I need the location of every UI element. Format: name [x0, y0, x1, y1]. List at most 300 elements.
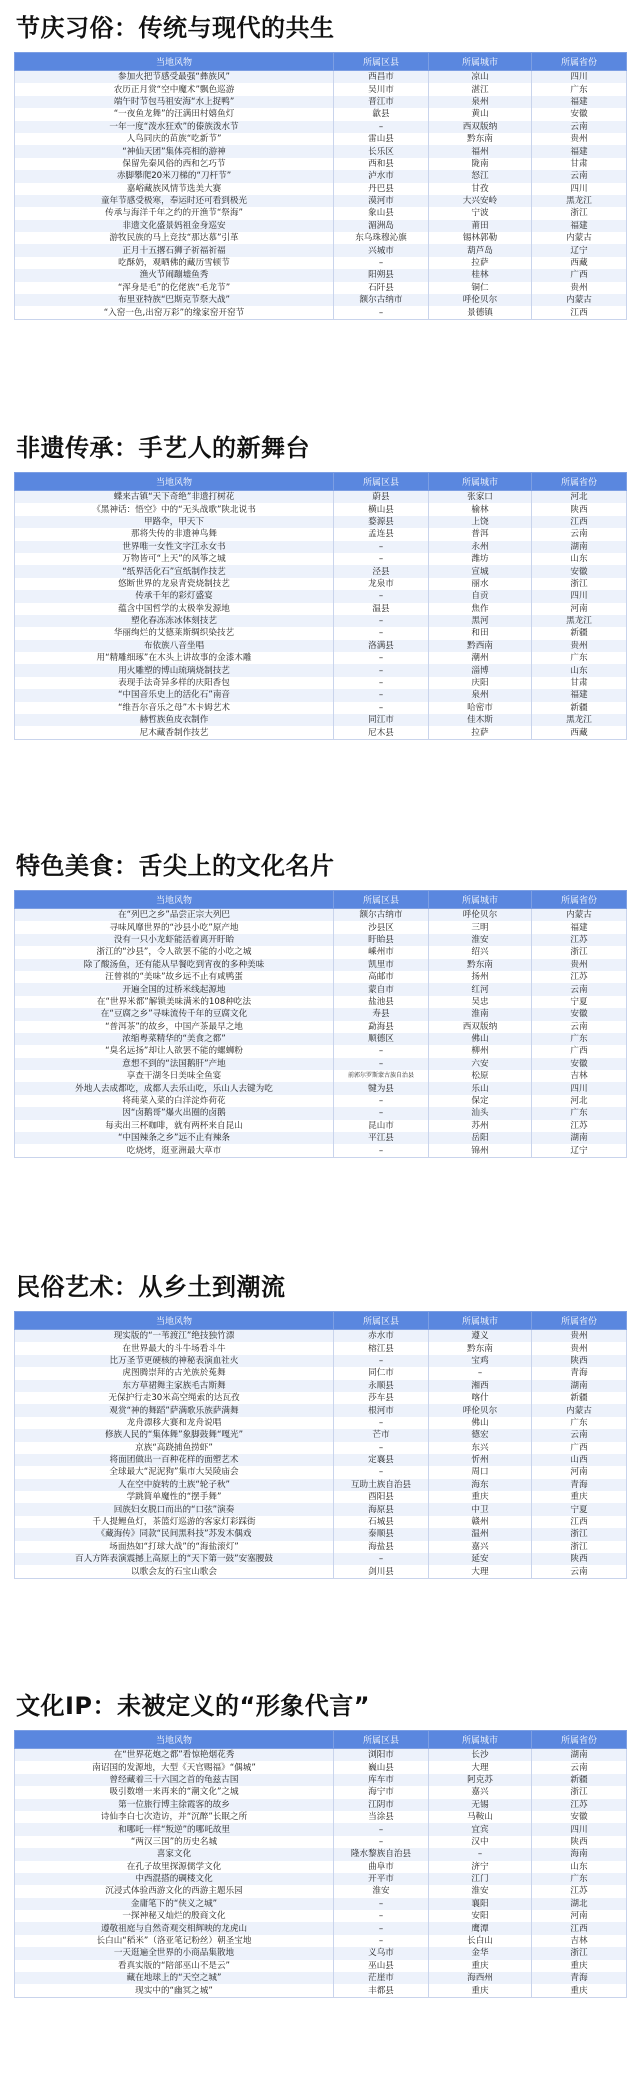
cell-item: 将面团做出一百种花样的面塑艺术 — [15, 1454, 334, 1466]
table-row — [15, 652, 627, 664]
cell-province: 浙江 — [532, 578, 627, 590]
table-row — [15, 1082, 627, 1094]
table-row — [15, 1442, 627, 1454]
table-row — [15, 1429, 627, 1441]
cell-item: 现实版的“一苇渡江”绝技独竹漂 — [15, 1330, 334, 1343]
table-row — [15, 1516, 627, 1528]
cell-city: 忻州 — [429, 1454, 532, 1466]
cell-city: 永州 — [429, 541, 532, 553]
table-row — [15, 934, 627, 946]
cell-city: 湛江 — [429, 83, 532, 95]
cell-city: 重庆 — [429, 1491, 532, 1503]
cell-item: 游牧民族的马上竞技“那达慕”引革 — [15, 232, 334, 244]
table-row — [15, 1491, 627, 1503]
cell-city: 苏州 — [429, 1120, 532, 1132]
cell-province: 河北 — [532, 491, 627, 504]
cell-item: 和哪吒一样“叛逆”的哪吒故里 — [15, 1823, 334, 1835]
cell-province: 重庆 — [532, 1491, 627, 1503]
cell-item: 参加火把节感受最强“彝族风” — [15, 71, 334, 84]
cell-province: 浙江 — [532, 1947, 627, 1959]
cell-district: 雷山县 — [334, 133, 429, 145]
cell-province: 新疆 — [532, 1774, 627, 1786]
cell-district: 石城县 — [334, 1516, 429, 1528]
cell-item: 每卖出三杯咖啡，就有两杯来自昆山 — [15, 1120, 334, 1132]
column-header: 所属省份 — [532, 1312, 627, 1330]
table-row — [15, 702, 627, 714]
cell-district: 温县 — [334, 603, 429, 615]
cell-district: 义乌市 — [334, 1947, 429, 1959]
cell-city: 桂林 — [429, 269, 532, 281]
cell-province: 广东 — [532, 652, 627, 664]
cell-district: 剑川县 — [334, 1565, 429, 1578]
table-row — [15, 71, 627, 84]
cell-city: 赣州 — [429, 1516, 532, 1528]
table-row — [15, 1960, 627, 1972]
table-row — [15, 1984, 627, 1997]
table-header-row — [15, 53, 627, 71]
table-row — [15, 615, 627, 627]
cell-province: 福建 — [532, 220, 627, 232]
cell-province: 陕西 — [532, 1355, 627, 1367]
cell-district: 曲阜市 — [334, 1861, 429, 1873]
cell-district: 泾县 — [334, 565, 429, 577]
table-row — [15, 183, 627, 195]
data-table — [14, 472, 627, 740]
cell-item: 比万圣节更硬核的神秘表演血社火 — [15, 1355, 334, 1367]
cell-city: 潮州 — [429, 652, 532, 664]
cell-city: 黔东南 — [429, 1342, 532, 1354]
cell-city: 乐山 — [429, 1082, 532, 1094]
cell-province: 陕西 — [532, 503, 627, 515]
cell-district: – — [334, 590, 429, 602]
cell-province: 云南 — [532, 1565, 627, 1578]
cell-district: – — [334, 553, 429, 565]
cell-district: – — [334, 1417, 429, 1429]
cell-city: 锡林郭勒 — [429, 232, 532, 244]
cell-district: 定襄县 — [334, 1454, 429, 1466]
cell-district: 寿县 — [334, 1008, 429, 1020]
cell-district: 阳朔县 — [334, 269, 429, 281]
table-row — [15, 1528, 627, 1540]
cell-province: 西藏 — [532, 257, 627, 269]
cell-province: 安徽 — [532, 1811, 627, 1823]
cell-city: 佛山 — [429, 1033, 532, 1045]
cell-province: 重庆 — [532, 1984, 627, 1997]
table-row — [15, 1021, 627, 1033]
cell-item: 千人提鲤鱼灯，茶篮灯巡游的客家灯彩踩街 — [15, 1516, 334, 1528]
cell-city: 庆阳 — [429, 677, 532, 689]
cell-city: 张家口 — [429, 491, 532, 504]
cell-item: 沉浸式体验西游文化的西游主题乐园 — [15, 1885, 334, 1897]
column-header: 所属城市 — [429, 1731, 532, 1749]
table-row — [15, 1553, 627, 1565]
cell-district: – — [334, 627, 429, 639]
cell-district: – — [334, 1045, 429, 1057]
cell-city: 宁波 — [429, 207, 532, 219]
cell-city: 榆林 — [429, 503, 532, 515]
table-row — [15, 664, 627, 676]
cell-city: 宜宾 — [429, 1823, 532, 1835]
column-header: 所属区县 — [334, 53, 429, 71]
cell-city: 葫芦岛 — [429, 244, 532, 256]
cell-city: 普洱 — [429, 528, 532, 540]
cell-district: 高邮市 — [334, 971, 429, 983]
cell-item: 意想不到的“法国鹅肝”产地 — [15, 1058, 334, 1070]
cell-item: 正月十五撂石狮子祈福祈福 — [15, 244, 334, 256]
cell-item: “入窑一色,出窑万彩”的缘家窑开窑节 — [15, 306, 334, 319]
cell-item: 长白山“稻米”（洛亚笔记粉丝）朝圣宝地 — [15, 1935, 334, 1947]
table-row — [15, 158, 627, 170]
cell-district: 勐海县 — [334, 1021, 429, 1033]
table-header-row — [15, 1731, 627, 1749]
table-row — [15, 1330, 627, 1343]
cell-item: 龙舟漂移大赛和龙舟说唱 — [15, 1417, 334, 1429]
cell-province: 四川 — [532, 71, 627, 84]
cell-city: – — [429, 1367, 532, 1379]
cell-item: 蕴含中国哲学的太极拳发源地 — [15, 603, 334, 615]
cell-item: 修族人民的“集体舞”象脚鼓舞“嘎光” — [15, 1429, 334, 1441]
cell-item: 塑化春冻冻冰体刻技艺 — [15, 615, 334, 627]
cell-district: – — [334, 1922, 429, 1934]
cell-city: 阿克苏 — [429, 1774, 532, 1786]
cell-province: 江苏 — [532, 1799, 627, 1811]
cell-province: 江苏 — [532, 971, 627, 983]
table-row — [15, 516, 627, 528]
cell-city: 嘉兴 — [429, 1786, 532, 1798]
cell-item: 中西混搭的碉楼文化 — [15, 1873, 334, 1885]
cell-district: – — [334, 306, 429, 319]
cell-item: 用“精雕细琢”在木头上讲故事的金漆木雕 — [15, 652, 334, 664]
table-row — [15, 640, 627, 652]
cell-province: 云南 — [532, 1021, 627, 1033]
cell-item: 回族妇女脱口而出的“口弦”演奏 — [15, 1503, 334, 1515]
cell-district: 昆山市 — [334, 1120, 429, 1132]
table-row — [15, 1380, 627, 1392]
table-row — [15, 108, 627, 120]
cell-district: 同江市 — [334, 714, 429, 726]
cell-city: 长白山 — [429, 1935, 532, 1947]
cell-city: 淮安 — [429, 1885, 532, 1897]
table-row — [15, 1033, 627, 1045]
cell-province: 新疆 — [532, 627, 627, 639]
table-row — [15, 207, 627, 219]
section-title: 文化IP：未被定义的“形象代言” — [16, 1692, 371, 1720]
cell-district: 额尔古纳市 — [334, 294, 429, 306]
cell-province: 吉林 — [532, 1070, 627, 1082]
cell-item: 传承与海洋千年之约的开渔节“祭海” — [15, 207, 334, 219]
cell-item: 全球最大“泥泥狗”集市大吴陵庙会 — [15, 1466, 334, 1478]
table-row — [15, 1404, 627, 1416]
section-title: 节庆习俗：传统与现代的共生 — [16, 14, 335, 42]
cell-city: 扬州 — [429, 971, 532, 983]
cell-item: 在“世界米都”解锁美味满米的108种吃法 — [15, 996, 334, 1008]
cell-province: 四川 — [532, 590, 627, 602]
column-header: 所属区县 — [334, 1312, 429, 1330]
table-row — [15, 1823, 627, 1835]
cell-province: 湖南 — [532, 1380, 627, 1392]
cell-province: 云南 — [532, 1761, 627, 1773]
cell-city: 丽水 — [429, 578, 532, 590]
cell-item: 没有一只小龙虾能活着离开盱眙 — [15, 934, 334, 946]
cell-city: 绍兴 — [429, 946, 532, 958]
cell-province: 安徽 — [532, 1058, 627, 1070]
cell-city: 黔东南 — [429, 133, 532, 145]
cell-city: 襄阳 — [429, 1898, 532, 1910]
cell-district: 根河市 — [334, 1404, 429, 1416]
cell-province: 云南 — [532, 170, 627, 182]
cell-city: 湘西 — [429, 1380, 532, 1392]
cell-city: 松原 — [429, 1070, 532, 1082]
cell-province: 山东 — [532, 553, 627, 565]
cell-province: 内蒙古 — [532, 294, 627, 306]
cell-province: 青海 — [532, 1972, 627, 1984]
table-row — [15, 220, 627, 232]
cell-province: 辽宁 — [532, 1144, 627, 1157]
cell-province: 内蒙古 — [532, 1404, 627, 1416]
cell-district: – — [334, 1058, 429, 1070]
cell-city: 宣城 — [429, 565, 532, 577]
cell-item: 童年节感受极寒，奉运时还可看到极光 — [15, 195, 334, 207]
table-row — [15, 627, 627, 639]
table-row — [15, 1565, 627, 1578]
cell-city: 佳木斯 — [429, 714, 532, 726]
cell-item: 观赏“神的舞蹈”萨满歌乐族萨满舞 — [15, 1404, 334, 1416]
table-row — [15, 1144, 627, 1157]
cell-district: 当涂县 — [334, 1811, 429, 1823]
column-header: 所属城市 — [429, 53, 532, 71]
cell-district: – — [334, 1898, 429, 1910]
cell-item: “神仙天团”集体亮相的游神 — [15, 145, 334, 157]
cell-item: 传承千年的彩灯盛宴 — [15, 590, 334, 602]
data-table — [14, 890, 627, 1158]
cell-city: 遵义 — [429, 1330, 532, 1343]
table-row — [15, 1045, 627, 1057]
table-row — [15, 133, 627, 145]
cell-province: 江西 — [532, 1516, 627, 1528]
cell-province: 安徽 — [532, 565, 627, 577]
cell-city: 喀什 — [429, 1392, 532, 1404]
cell-item: 农历正月赏“空中魔术”飘色巡游 — [15, 83, 334, 95]
cell-item: 吃酥奶，观晒佛的藏历雪顿节 — [15, 257, 334, 269]
table-row — [15, 269, 627, 281]
cell-city: 上饶 — [429, 516, 532, 528]
cell-province: 河南 — [532, 603, 627, 615]
cell-city: 安阳 — [429, 1910, 532, 1922]
cell-district: – — [334, 702, 429, 714]
cell-city: 延安 — [429, 1553, 532, 1565]
cell-city: 甘孜 — [429, 183, 532, 195]
table-row — [15, 1454, 627, 1466]
cell-city: 济宁 — [429, 1861, 532, 1873]
cell-province: 重庆 — [532, 1960, 627, 1972]
cell-province: 福建 — [532, 689, 627, 701]
cell-district: 西昌市 — [334, 71, 429, 84]
cell-province: 陕西 — [532, 1836, 627, 1848]
cell-city: 金华 — [429, 1947, 532, 1959]
data-table — [14, 1311, 627, 1579]
cell-district: 赤水市 — [334, 1330, 429, 1343]
cell-item: “两汉三国”的历史名城 — [15, 1836, 334, 1848]
cell-city: – — [429, 1848, 532, 1860]
cell-province: 山东 — [532, 1861, 627, 1873]
cell-province: 吉林 — [532, 1935, 627, 1947]
cell-item: 外地人去成都吃，成都人去乐山吃，乐山人去键为吃 — [15, 1082, 334, 1094]
cell-city: 潍坊 — [429, 553, 532, 565]
cell-district: – — [334, 1355, 429, 1367]
column-header: 所属区县 — [334, 1731, 429, 1749]
section-title: 特色美食：舌尖上的文化名片 — [16, 852, 335, 880]
cell-city: 呼伦贝尔 — [429, 909, 532, 922]
cell-district: – — [334, 1910, 429, 1922]
cell-province: 黑龙江 — [532, 714, 627, 726]
cell-province: 河南 — [532, 1910, 627, 1922]
cell-item: 万物皆可“上天”的风筝之城 — [15, 553, 334, 565]
table-row — [15, 1541, 627, 1553]
cell-district: 永顺县 — [334, 1380, 429, 1392]
cell-district: – — [334, 677, 429, 689]
cell-district: 顺德区 — [334, 1033, 429, 1045]
table-row — [15, 1342, 627, 1354]
table-row — [15, 1861, 627, 1873]
cell-city: 陇南 — [429, 158, 532, 170]
cell-district: 洛满县 — [334, 640, 429, 652]
cell-province: 贵州 — [532, 282, 627, 294]
cell-city: 长沙 — [429, 1749, 532, 1762]
cell-item: 享查干湖冬日美味全鱼宴 — [15, 1070, 334, 1082]
table-row — [15, 1898, 627, 1910]
cell-district: 海盐县 — [334, 1541, 429, 1553]
table-row — [15, 590, 627, 602]
cell-city: 莆田 — [429, 220, 532, 232]
cell-province: 广东 — [532, 1873, 627, 1885]
cell-province: 安徽 — [532, 1008, 627, 1020]
cell-city: 岳阳 — [429, 1132, 532, 1144]
cell-district: – — [334, 1836, 429, 1848]
cell-district: 蔚县 — [334, 491, 429, 504]
cell-item: 布依族八音坐唱 — [15, 640, 334, 652]
cell-city: 大理 — [429, 1761, 532, 1773]
cell-province: 四川 — [532, 183, 627, 195]
cell-item: “中国音乐史上的活化石”南音 — [15, 689, 334, 701]
cell-province: 云南 — [532, 983, 627, 995]
cell-province: 福建 — [532, 921, 627, 933]
cell-item: 那将失传的非遗神鸟舞 — [15, 528, 334, 540]
cell-item: 一年一度“泼水狂欢”的傣族泼水节 — [15, 121, 334, 133]
cell-province: 贵州 — [532, 133, 627, 145]
table-row — [15, 1848, 627, 1860]
cell-city: 黔西南 — [429, 640, 532, 652]
cell-district: 隆水黎族自治县 — [334, 1848, 429, 1860]
cell-item: 将莼菜入菜的白洋淀炸荷花 — [15, 1095, 334, 1107]
cell-district: 盐池县 — [334, 996, 429, 1008]
cell-city: 江门 — [429, 1873, 532, 1885]
cell-item: 金庸笔下的“侠义之城” — [15, 1898, 334, 1910]
cell-item: “一夜鱼龙舞”的汪满田村嬉鱼灯 — [15, 108, 334, 120]
cell-city: 黄山 — [429, 108, 532, 120]
table-row — [15, 921, 627, 933]
cell-district: 芒市 — [334, 1429, 429, 1441]
cell-item: 保留先秦风俗的西和乞巧节 — [15, 158, 334, 170]
table-row — [15, 603, 627, 615]
table-row — [15, 1479, 627, 1491]
cell-district: 互助土族自治县 — [334, 1479, 429, 1491]
cell-province: 浙江 — [532, 1786, 627, 1798]
cell-item: 第一位旅行博主徐霞客的故乡 — [15, 1799, 334, 1811]
table-row — [15, 121, 627, 133]
cell-district: 淮安 — [334, 1885, 429, 1897]
cell-district: – — [334, 541, 429, 553]
cell-city: 柳州 — [429, 1045, 532, 1057]
cell-district: 婺源县 — [334, 516, 429, 528]
column-header: 当地风物 — [15, 1731, 334, 1749]
table-row — [15, 553, 627, 565]
cell-city: 温州 — [429, 1528, 532, 1540]
cell-city: 泉州 — [429, 689, 532, 701]
table-row — [15, 503, 627, 515]
cell-city: 海西州 — [429, 1972, 532, 1984]
cell-province: 四川 — [532, 1823, 627, 1835]
cell-district: 石阡县 — [334, 282, 429, 294]
cell-province: 广东 — [532, 83, 627, 95]
table-row — [15, 195, 627, 207]
cell-province: 黑龙江 — [532, 615, 627, 627]
section-3 — [0, 838, 640, 1158]
table-row — [15, 1367, 627, 1379]
cell-city: 德宏 — [429, 1429, 532, 1441]
table-row — [15, 1466, 627, 1478]
cell-city: 无锡 — [429, 1799, 532, 1811]
cell-city: 西双版纳 — [429, 121, 532, 133]
cell-province: 新疆 — [532, 1392, 627, 1404]
cell-city: 呼伦贝尔 — [429, 1404, 532, 1416]
cell-district: 库车市 — [334, 1774, 429, 1786]
cell-item: 藏在地球上的“天空之城” — [15, 1972, 334, 1984]
cell-item: 吸引数增一来再来的“潮文化”之城 — [15, 1786, 334, 1798]
table-row — [15, 528, 627, 540]
cell-item: 在孔子故里探源儒学文化 — [15, 1861, 334, 1873]
cell-item: 人在空中旋转的土族“轮子秋” — [15, 1479, 334, 1491]
cell-item: 浓缩粤菜精华的“美食之都” — [15, 1033, 334, 1045]
column-header: 当地风物 — [15, 473, 334, 491]
cell-district: 江阴市 — [334, 1799, 429, 1811]
section-4 — [0, 1259, 640, 1579]
table-row — [15, 83, 627, 95]
cell-city: 六安 — [429, 1058, 532, 1070]
cell-item: 人鸟同庆的苗族“吃新节” — [15, 133, 334, 145]
cell-city: 铜仁 — [429, 282, 532, 294]
column-header: 所属省份 — [532, 891, 627, 909]
cell-district: 同仁市 — [334, 1367, 429, 1379]
cell-item: 悠断世界的龙泉青瓷烧制技艺 — [15, 578, 334, 590]
cell-item: “中国辣条之乡”远不止有辣条 — [15, 1132, 334, 1144]
cell-district: – — [334, 1107, 429, 1119]
table-header-row — [15, 1312, 627, 1330]
cell-city: 红河 — [429, 983, 532, 995]
cell-item: 蝶来古镇“天下奇绝”非遗打树花 — [15, 491, 334, 504]
cell-district: – — [334, 689, 429, 701]
cell-item: “臭名远扬”却让人欲罢不能的螺蛳粉 — [15, 1045, 334, 1057]
table-row — [15, 1811, 627, 1823]
cell-item: 端午时节包马祖安海“水上捉鸭” — [15, 96, 334, 108]
table-row — [15, 1070, 627, 1082]
column-header: 所属城市 — [429, 1312, 532, 1330]
cell-province: 云南 — [532, 528, 627, 540]
cell-province: 广西 — [532, 1442, 627, 1454]
table-row — [15, 294, 627, 306]
table-header-row — [15, 891, 627, 909]
cell-district: 嵊州市 — [334, 946, 429, 958]
column-header: 当地风物 — [15, 53, 334, 71]
